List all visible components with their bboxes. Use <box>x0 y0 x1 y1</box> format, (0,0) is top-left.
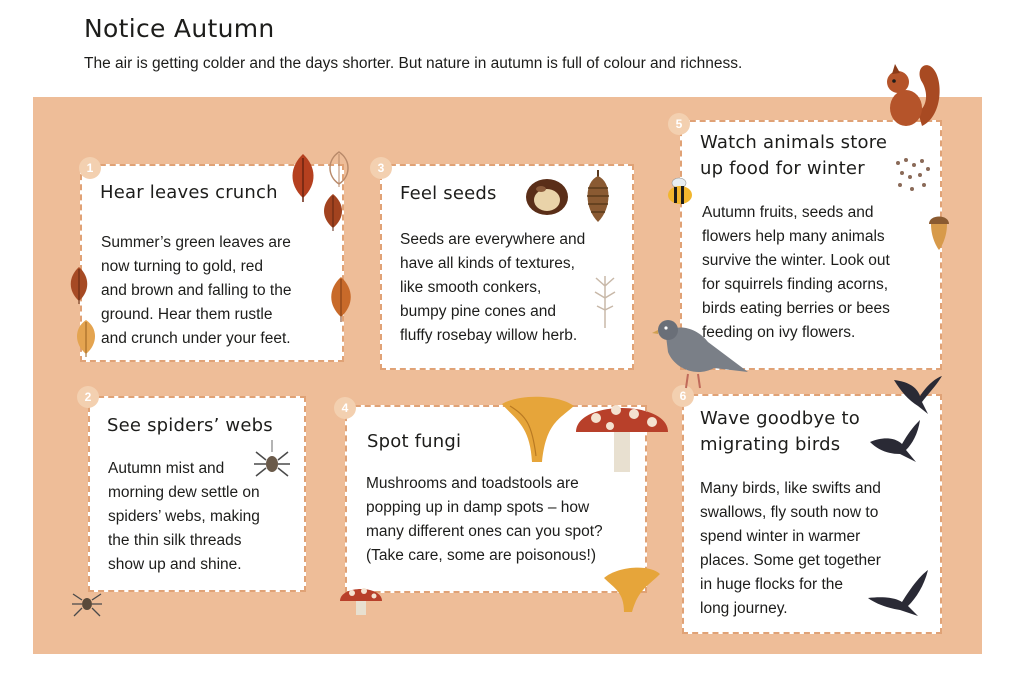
swallow-icon <box>868 418 922 466</box>
seeds-icon <box>892 155 934 197</box>
card-text: Autumn fruits, seeds and flowers help many animals survive the winter. Look out for squirrels finding acorns, birds eating berries or bees feeding on ivy flowers. <box>702 204 890 341</box>
acorn-icon <box>926 210 952 252</box>
leaf-icon <box>318 192 348 232</box>
toadstool-icon <box>574 394 670 474</box>
leaf-icon <box>286 152 320 204</box>
bee-icon <box>664 176 696 206</box>
swallow-icon <box>892 372 944 416</box>
page-intro: The air is getting colder and the days shorter. But nature in autumn is full of colour and richness. <box>84 55 743 72</box>
chanterelle-icon <box>600 562 664 614</box>
swallow-icon <box>866 568 930 618</box>
spider-icon <box>252 440 292 482</box>
toadstool-icon <box>338 583 384 617</box>
card-title: Hear leaves crunch <box>100 182 278 203</box>
card-title: See spiders’ webs <box>107 415 273 436</box>
card-title: Watch animals store up food for winter <box>700 132 888 179</box>
leaf-icon <box>324 150 354 188</box>
leaf-icon <box>70 318 102 358</box>
squirrel-icon <box>878 60 944 130</box>
card-text: Summer’s green leaves are now turning to gold, red and brown and falling to the ground. Hear them rustle and crunch under your feet. <box>101 234 292 347</box>
card-number-badge: 6 <box>672 385 694 407</box>
card-text: Mushrooms and toadstools are popping up in damp spots – how many different ones can you spot? (Take care, some are poisonous!) <box>366 475 603 564</box>
card-number-badge: 2 <box>77 386 99 408</box>
card-number-badge: 1 <box>79 157 101 179</box>
chanterelle-icon <box>498 394 578 464</box>
card-number-badge: 3 <box>370 157 392 179</box>
card-number-badge: 5 <box>668 113 690 135</box>
leaf-icon <box>326 275 356 323</box>
pigeon-icon <box>648 312 752 390</box>
card-title: Wave goodbye to migrating birds <box>700 408 860 455</box>
spider-icon <box>70 586 104 620</box>
pine-cone-icon <box>582 170 614 224</box>
conker-icon <box>524 175 570 217</box>
willow-herb-icon <box>590 270 620 330</box>
card-title: Spot fungi <box>367 431 462 452</box>
leaf-icon <box>66 265 92 305</box>
page-title: Notice Autumn <box>84 14 275 43</box>
card-text: Autumn mist and morning dew settle on spiders’ webs, making the thin silk threads show up and shine. <box>108 460 260 573</box>
card-title: Feel seeds <box>400 183 497 204</box>
card-number-badge: 4 <box>334 397 356 419</box>
card-text: Many birds, like swifts and swallows, fly south now to spend winter in warmer places. Some get together in huge flocks for the long journey. <box>700 480 881 617</box>
card-text: Seeds are everywhere and have all kinds of textures, like smooth conkers, bumpy pine cones and fluffy rosebay willow herb. <box>400 231 586 344</box>
